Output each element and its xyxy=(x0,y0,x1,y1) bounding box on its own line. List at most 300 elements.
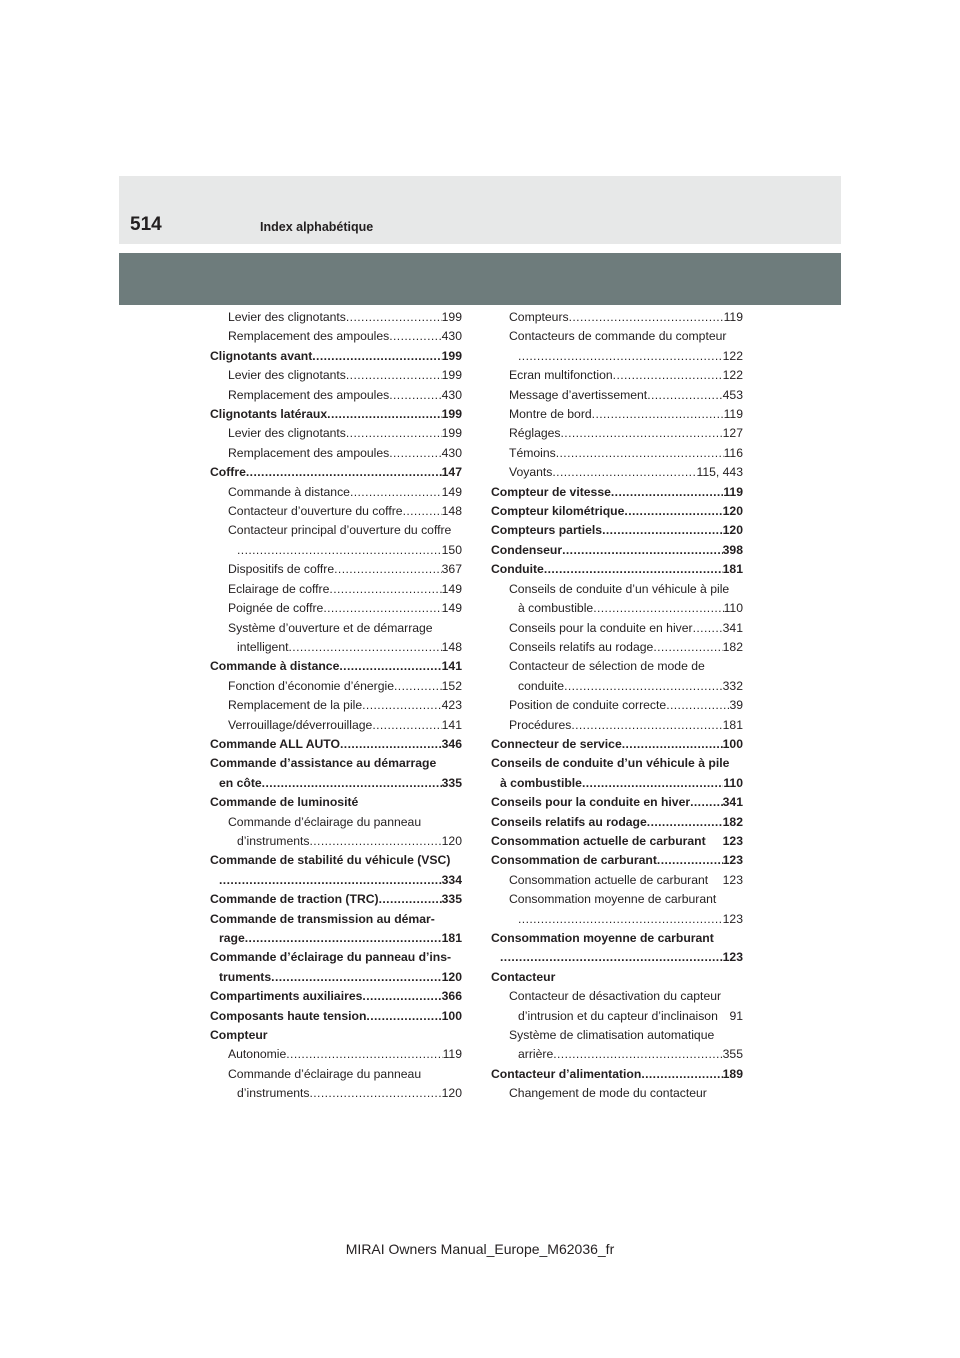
dot-leader xyxy=(582,774,723,793)
dot-leader xyxy=(450,851,462,870)
index-page-ref: 147 xyxy=(441,465,462,480)
index-entry xyxy=(210,560,462,579)
dot-leader xyxy=(289,638,442,657)
index-page-ref: 122 xyxy=(722,368,743,383)
dot-leader xyxy=(436,754,462,773)
index-entry xyxy=(491,793,743,812)
index-entry xyxy=(210,890,462,909)
index-page-ref: 181 xyxy=(722,562,743,577)
index-term: Remplacement de la pile xyxy=(228,698,363,713)
index-page-ref: 110 xyxy=(723,601,743,616)
index-entry xyxy=(210,1084,462,1103)
dot-leader xyxy=(389,327,441,346)
index-term: Eclairage de coffre xyxy=(228,581,330,596)
index-entry xyxy=(210,813,462,832)
index-entry xyxy=(210,521,462,540)
dot-leader xyxy=(309,1084,441,1103)
dot-leader xyxy=(714,1026,743,1045)
index-term: Montre de bord xyxy=(509,407,592,422)
dot-leader xyxy=(268,1026,462,1045)
index-entry xyxy=(210,716,462,735)
index-entry xyxy=(210,483,462,502)
index-page-ref: 423 xyxy=(441,698,462,713)
index-entry xyxy=(491,1084,743,1103)
dot-leader xyxy=(366,1007,441,1026)
index-term: Connecteur de service xyxy=(491,736,622,751)
index-term: Compteur kilométrique xyxy=(491,504,625,519)
index-page-ref: 182 xyxy=(722,814,743,829)
index-term: Commande de traction (TRC) xyxy=(210,892,379,907)
index-term: Contacteur xyxy=(491,969,556,984)
dot-leader xyxy=(372,716,441,735)
document-footer: MIRAI Owners Manual_Europe_M62036_fr xyxy=(345,1241,615,1257)
index-column-left xyxy=(210,308,462,1104)
index-term: Commande d’assistance au démarrage xyxy=(210,756,437,771)
dot-leader xyxy=(246,463,442,482)
dot-leader xyxy=(721,987,743,1006)
index-term: Levier des clignotants xyxy=(228,310,346,324)
index-entry xyxy=(210,754,462,773)
index-entry xyxy=(210,366,462,385)
index-entry xyxy=(210,735,462,754)
index-page-ref: 182 xyxy=(722,639,743,654)
dot-leader xyxy=(729,580,743,599)
index-page-ref: 346 xyxy=(441,736,462,751)
index-entry xyxy=(210,502,462,521)
index-term: Consommation moyenne de carburant xyxy=(491,931,714,945)
dot-leader xyxy=(350,483,442,502)
index-page-ref: 91 xyxy=(729,1008,743,1023)
index-term: Commande d’éclairage du panneau xyxy=(228,1066,422,1081)
index-entry xyxy=(491,696,743,715)
dot-leader xyxy=(219,871,442,890)
index-page-ref: 335 xyxy=(441,775,462,790)
index-term: Conseils pour la conduite en hiver xyxy=(491,795,691,810)
index-term: Consommation actuelle de carburant xyxy=(491,833,706,848)
dot-leader xyxy=(329,580,441,599)
dot-leader xyxy=(593,599,723,618)
index-entry xyxy=(210,619,462,638)
dot-leader xyxy=(518,347,723,366)
index-term: Remplacement des ampoules xyxy=(228,387,390,402)
index-page-ref: 149 xyxy=(441,581,462,596)
dot-leader xyxy=(561,424,723,443)
index-term: Clignotants avant xyxy=(210,348,313,363)
index-entry xyxy=(491,754,743,773)
index-entry xyxy=(210,774,462,793)
dot-leader xyxy=(613,366,723,385)
index-column-right xyxy=(491,308,743,1104)
dot-leader xyxy=(451,521,462,540)
index-term: Commande ALL AUTO xyxy=(210,736,341,751)
index-entry xyxy=(491,405,743,424)
index-page-ref: 123 xyxy=(722,833,743,848)
index-entry xyxy=(210,968,462,987)
dot-leader xyxy=(421,813,462,832)
index-term: Conseils pour la conduite en hiver xyxy=(509,620,693,635)
dot-leader xyxy=(693,619,723,638)
index-page-ref: 181 xyxy=(441,931,462,945)
index-entry xyxy=(210,1026,462,1045)
dot-leader xyxy=(569,308,724,327)
index-page-ref: 189 xyxy=(722,1066,743,1081)
index-entry xyxy=(210,1007,462,1026)
index-entry xyxy=(491,483,743,502)
index-entry xyxy=(210,386,462,405)
index-entry xyxy=(210,677,462,696)
index-page-ref: 119 xyxy=(723,310,743,324)
index-page-ref: 127 xyxy=(722,426,743,441)
dot-leader xyxy=(518,910,723,929)
index-page-ref: 100 xyxy=(441,1008,462,1023)
index-page-ref: 150 xyxy=(441,542,462,557)
dot-leader xyxy=(245,929,442,948)
index-term: Message d’avertissement xyxy=(509,387,648,402)
index-entry xyxy=(491,502,743,521)
index-page-ref: 199 xyxy=(441,348,462,363)
index-entry xyxy=(210,327,462,346)
index-page-ref: 120 xyxy=(722,523,743,538)
index-page-ref: 141 xyxy=(441,717,462,732)
index-term: Ecran multifonction xyxy=(509,368,613,383)
index-entry xyxy=(491,774,743,793)
index-entry xyxy=(491,1065,743,1084)
index-page-ref: 120 xyxy=(722,504,743,519)
index-entry xyxy=(491,327,743,346)
index-page-ref: 123 xyxy=(722,872,743,887)
index-page-ref: 110 xyxy=(723,775,743,790)
index-entry xyxy=(210,463,462,482)
index-entry xyxy=(210,948,462,967)
index-page-ref: 355 xyxy=(722,1047,743,1062)
index-term: Voyants xyxy=(509,465,553,480)
section-band xyxy=(119,253,841,305)
index-page-ref: 430 xyxy=(441,329,462,344)
index-page-ref: 181 xyxy=(722,717,743,732)
dot-leader xyxy=(327,405,442,424)
index-term: Fonction d’économie d’énergie xyxy=(228,678,394,693)
index-entry xyxy=(491,968,743,987)
index-page-ref: 119 xyxy=(723,407,743,422)
index-entry xyxy=(491,851,743,870)
dot-leader xyxy=(552,463,696,482)
index-term: Commande à distance xyxy=(228,484,350,499)
index-term: à combustible xyxy=(518,601,594,616)
dot-leader xyxy=(421,1065,462,1084)
dot-leader xyxy=(705,657,743,676)
dot-leader xyxy=(647,813,723,832)
index-term: Contacteur principal d’ouverture du coffre xyxy=(228,523,452,538)
index-term: Conseils relatifs au rodage xyxy=(491,814,647,829)
dot-leader xyxy=(435,910,462,929)
index-entry xyxy=(210,347,462,366)
index-page-ref: 120 xyxy=(441,969,462,984)
index-term: Commande de stabilité du véhicule (VSC) xyxy=(210,853,451,868)
index-entry xyxy=(491,910,743,929)
index-entry xyxy=(210,599,462,618)
index-entry xyxy=(491,560,743,579)
dot-leader xyxy=(237,541,442,560)
index-term: d’instruments xyxy=(237,833,310,848)
dot-leader xyxy=(716,890,743,909)
index-term: Conseils de conduite d’un véhicule à pile xyxy=(509,581,730,596)
index-term: Conseils relatifs au rodage xyxy=(509,639,654,654)
index-term: Contacteur d’ouverture du coffre xyxy=(228,504,403,519)
index-entry xyxy=(491,444,743,463)
index-entry xyxy=(210,696,462,715)
index-term: Levier des clignotants xyxy=(228,426,346,441)
index-entry xyxy=(210,541,462,560)
dot-leader xyxy=(346,366,442,385)
index-term: Conduite xyxy=(491,562,544,577)
index-term: Position de conduite correcte xyxy=(509,698,667,713)
index-term: Verrouillage/déverrouillage xyxy=(228,717,373,732)
index-term: d’intrusion et du capteur d’inclinaison xyxy=(518,1008,718,1023)
dot-leader xyxy=(707,1084,743,1103)
dot-leader xyxy=(611,483,723,502)
dot-leader xyxy=(647,386,722,405)
index-page-ref: 335 xyxy=(441,892,462,907)
index-term: truments xyxy=(219,969,272,984)
index-entry xyxy=(210,910,462,929)
index-term: Dispositifs de coffre xyxy=(228,562,335,577)
index-entry xyxy=(491,619,743,638)
index-entry xyxy=(210,1065,462,1084)
index-page-ref: 120 xyxy=(441,1086,462,1101)
index-page-ref: 100 xyxy=(722,736,743,751)
index-term: Changement de mode du contacteur xyxy=(509,1086,707,1101)
index-term: Condenseur xyxy=(491,542,563,557)
index-entry xyxy=(491,735,743,754)
index-term: Commande à distance xyxy=(210,659,340,674)
index-page-ref: 115, 443 xyxy=(696,465,743,480)
dot-leader xyxy=(718,1007,730,1026)
index-page-ref: 199 xyxy=(441,426,462,441)
index-term: Commande de luminosité xyxy=(210,795,359,810)
index-entry xyxy=(491,677,743,696)
index-page-ref: 148 xyxy=(441,639,462,654)
dot-leader xyxy=(556,444,724,463)
index-entry xyxy=(210,929,462,948)
dot-leader xyxy=(312,347,441,366)
dot-leader xyxy=(706,832,723,851)
index-page-ref: 123 xyxy=(722,950,743,965)
index-term: Compteur xyxy=(210,1028,268,1043)
dot-leader xyxy=(553,1045,722,1064)
index-entry xyxy=(491,890,743,909)
index-entry xyxy=(491,716,743,735)
index-entry xyxy=(491,1026,743,1045)
dot-leader xyxy=(690,793,723,812)
dot-leader xyxy=(653,638,722,657)
dot-leader xyxy=(592,405,724,424)
dot-leader xyxy=(571,716,722,735)
index-page-ref: 334 xyxy=(441,872,462,887)
index-page-ref: 116 xyxy=(723,445,743,460)
index-entry xyxy=(491,948,743,967)
index-term: à combustible xyxy=(500,775,582,790)
index-term: Système de climatisation automatique xyxy=(509,1028,715,1043)
index-term: Composants haute tension xyxy=(210,1008,367,1023)
dot-leader xyxy=(562,541,723,560)
index-page-ref: 367 xyxy=(441,562,462,577)
index-page-ref: 148 xyxy=(441,504,462,519)
index-term: Autonomie xyxy=(228,1047,287,1062)
index-entry xyxy=(491,521,743,540)
index-page-ref: 119 xyxy=(442,1047,462,1062)
index-term: Réglages xyxy=(509,426,561,441)
index-term: Coffre xyxy=(210,465,246,480)
index-term: Contacteur d’alimentation xyxy=(491,1066,642,1081)
dot-leader xyxy=(271,968,442,987)
index-term: Contacteur de sélection de mode de xyxy=(509,659,705,674)
index-page-ref: 123 xyxy=(722,911,743,926)
dot-leader xyxy=(622,735,723,754)
index-term: conduite xyxy=(518,678,565,693)
index-term: Poignée de coffre xyxy=(228,601,324,616)
dot-leader xyxy=(286,1045,442,1064)
dot-leader xyxy=(262,774,442,793)
index-entry xyxy=(491,424,743,443)
index-entry xyxy=(491,832,743,851)
index-entry xyxy=(210,444,462,463)
dot-leader xyxy=(403,502,442,521)
index-term: Compteurs partiels xyxy=(491,523,603,538)
index-entry xyxy=(491,929,743,948)
index-entry xyxy=(491,638,743,657)
index-entry xyxy=(491,386,743,405)
dot-leader xyxy=(726,327,743,346)
index-term: Remplacement des ampoules xyxy=(228,329,390,344)
index-entry xyxy=(491,366,743,385)
index-term: Consommation moyenne de carburant xyxy=(509,892,717,907)
index-entry xyxy=(210,638,462,657)
index-term: Contacteur de désactivation du capteur xyxy=(509,989,722,1004)
index-entry xyxy=(491,813,743,832)
index-entry xyxy=(491,580,743,599)
index-entry xyxy=(210,580,462,599)
dot-leader xyxy=(389,444,441,463)
dot-leader xyxy=(666,696,729,715)
index-term: Procédures xyxy=(509,717,572,732)
dot-leader xyxy=(657,851,723,870)
index-entry xyxy=(491,871,743,890)
index-page-ref: 199 xyxy=(441,407,462,422)
index-page-ref: 199 xyxy=(441,368,462,383)
index-page-ref: 332 xyxy=(722,678,743,693)
index-entry xyxy=(210,793,462,812)
index-term: Remplacement des ampoules xyxy=(228,445,390,460)
index-entry xyxy=(491,308,743,327)
index-entry xyxy=(210,405,462,424)
index-page-ref: 341 xyxy=(722,795,743,810)
index-term: d’instruments xyxy=(237,1086,310,1101)
dot-leader xyxy=(340,735,442,754)
dot-leader xyxy=(564,677,723,696)
index-term: Clignotants latéraux xyxy=(210,407,328,422)
dot-leader xyxy=(433,619,462,638)
header-band xyxy=(119,176,841,244)
index-term: arrière xyxy=(518,1047,554,1062)
index-entry xyxy=(210,424,462,443)
index-term: Consommation de carburant xyxy=(491,853,657,868)
dot-leader xyxy=(500,948,723,967)
index-term: Système d’ouverture et de démarrage xyxy=(228,620,433,635)
index-page-ref: 149 xyxy=(441,601,462,616)
index-entry xyxy=(210,851,462,870)
index-term: Témoins xyxy=(509,445,556,460)
dot-leader xyxy=(708,871,722,890)
index-entry xyxy=(491,541,743,560)
index-page-ref: 366 xyxy=(441,989,462,1004)
index-term: rage xyxy=(219,931,245,945)
index-entry xyxy=(210,308,462,327)
dot-leader xyxy=(729,754,743,773)
index-term: intelligent xyxy=(237,639,289,654)
dot-leader xyxy=(346,424,442,443)
index-term: en côte xyxy=(219,775,262,790)
index-page-ref: 199 xyxy=(441,310,462,324)
index-term: Conseils de conduite d’un véhicule à pile xyxy=(491,756,730,771)
dot-leader xyxy=(602,521,723,540)
index-page-ref: 149 xyxy=(441,484,462,499)
index-term: Compteur de vitesse xyxy=(491,484,611,499)
index-entry xyxy=(210,832,462,851)
index-entry xyxy=(491,987,743,1006)
section-title: Index alphabétique xyxy=(260,220,374,234)
index-entry xyxy=(210,1045,462,1064)
index-entry xyxy=(491,463,743,482)
dot-leader xyxy=(394,677,442,696)
index-entry xyxy=(491,1045,743,1064)
index-entry xyxy=(491,657,743,676)
dot-leader xyxy=(555,968,743,987)
dot-leader xyxy=(309,832,441,851)
index-entry xyxy=(491,599,743,618)
dot-leader xyxy=(389,386,441,405)
index-entry xyxy=(210,871,462,890)
index-page-ref: 120 xyxy=(441,833,462,848)
index-page-ref: 152 xyxy=(441,678,462,693)
index-page-ref: 430 xyxy=(441,387,462,402)
dot-leader xyxy=(714,929,743,948)
index-term: Consommation actuelle de carburant xyxy=(509,872,709,887)
index-entry xyxy=(210,657,462,676)
page-number: 514 xyxy=(130,214,162,235)
index-page-ref: 341 xyxy=(722,620,743,635)
index-page-ref: 122 xyxy=(722,348,743,363)
index-term: Compteurs xyxy=(509,310,569,324)
index-page-ref: 141 xyxy=(441,659,462,674)
dot-leader xyxy=(362,696,442,715)
dot-leader xyxy=(362,987,441,1006)
dot-leader xyxy=(379,890,442,909)
index-term: Commande d’éclairage du panneau xyxy=(228,814,422,829)
index-entry xyxy=(210,987,462,1006)
dot-leader xyxy=(624,502,722,521)
dot-leader xyxy=(641,1065,722,1084)
index-page-ref: 119 xyxy=(723,484,743,499)
index-page-ref: 123 xyxy=(722,853,743,868)
index-term: Contacteurs de commande du compteur xyxy=(509,329,727,344)
index-page-ref: 453 xyxy=(722,387,743,402)
index-page-ref: 430 xyxy=(441,445,462,460)
index-term: Commande d’éclairage du panneau d’ins- xyxy=(210,950,452,965)
index-entry xyxy=(491,347,743,366)
index-page-ref: 398 xyxy=(722,542,743,557)
dot-leader xyxy=(346,308,442,327)
dot-leader xyxy=(544,560,723,579)
